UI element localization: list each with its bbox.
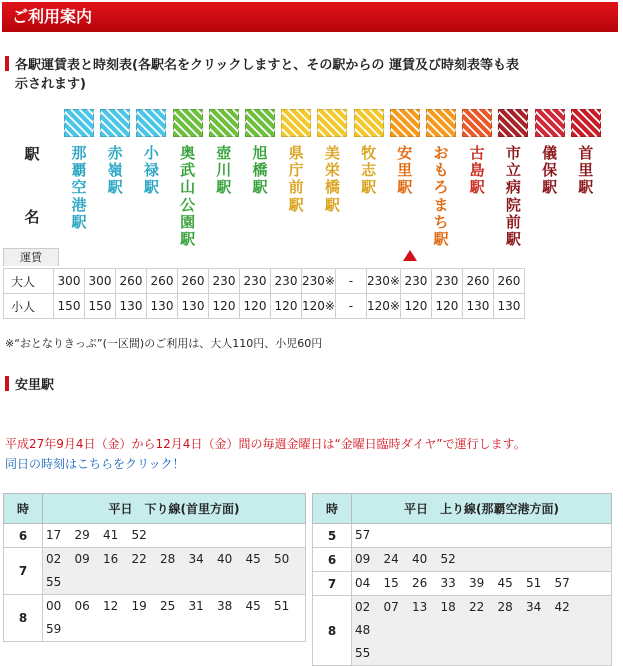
station-pattern-icon (245, 109, 275, 137)
departure-minute: 41 (103, 528, 119, 542)
departure-minute: 06 (74, 599, 90, 613)
fare-adult-value: 230 (271, 269, 302, 294)
fare-child-value: - (335, 294, 366, 319)
station-link[interactable] (535, 109, 565, 197)
fare-child-value: 130 (116, 294, 147, 319)
departure-minute: 22 (131, 552, 147, 566)
fare-adult-value: 230 (240, 269, 271, 294)
timetable-up (312, 493, 612, 666)
station-name: 首 里 駅 (578, 144, 594, 197)
departure-minute: 02 (46, 552, 62, 566)
departure-minute: 33 (440, 576, 456, 590)
station-name: 壺 川 駅 (216, 144, 232, 197)
fare-child-value: 130 (178, 294, 209, 319)
station-link[interactable] (173, 109, 203, 248)
station-pattern-icon (317, 109, 347, 137)
departure-minute: 26 (412, 576, 428, 590)
fare-table (3, 268, 525, 319)
station-name: 牧 志 駅 (361, 144, 377, 197)
departure-minute: 28 (160, 552, 176, 566)
station-pattern-icon (173, 109, 203, 137)
station-pattern-icon (498, 109, 528, 137)
station-name: 赤 嶺 駅 (107, 144, 123, 197)
fare-child-value: 120※ (302, 294, 336, 319)
fare-adult-value: 230 (209, 269, 240, 294)
station-name: 市 立 病 院 前 駅 (505, 144, 521, 249)
hour-cell: 6 (313, 548, 352, 572)
timetable-row (313, 596, 612, 666)
departure-minute: 12 (103, 599, 119, 613)
minutes-cell (352, 524, 612, 548)
fare-adult-value: 230※ (302, 269, 336, 294)
hour-header: 時 (313, 494, 352, 524)
departure-minute: 09 (74, 552, 90, 566)
departure-minute: 04 (355, 576, 371, 590)
section-marker (5, 56, 9, 71)
station-pattern-icon (136, 109, 166, 137)
minutes-cell (352, 572, 612, 596)
departure-minute: 40 (217, 552, 233, 566)
fare-adult-value: 230※ (366, 269, 400, 294)
station-pattern-icon (571, 109, 601, 137)
departure-minute: 02 (355, 600, 371, 614)
departure-minute: 45 (245, 599, 261, 613)
fare-adult-value: 260 (493, 269, 524, 294)
timetable-row (4, 548, 306, 595)
departure-minute: 29 (74, 528, 90, 542)
departure-minute: 59 (46, 622, 62, 636)
departure-minute: 52 (131, 528, 147, 542)
fare-child-value: 120 (209, 294, 240, 319)
departure-minute: 07 (383, 600, 399, 614)
page-header (2, 2, 618, 32)
station-name: 美 栄 橋 駅 (324, 144, 340, 214)
minutes-cell (352, 548, 612, 572)
departure-minute: 42 (554, 600, 570, 614)
station-name: 県 庁 前 駅 (288, 144, 304, 214)
fare-child-value: 150 (85, 294, 116, 319)
fare-adult-value: 230 (400, 269, 431, 294)
fare-label-adult: 大人 (4, 269, 54, 294)
departure-minute: 45 (497, 576, 513, 590)
station-pattern-icon (64, 109, 94, 137)
hour-cell: 5 (313, 524, 352, 548)
hour-cell: 6 (4, 524, 43, 548)
fare-row-child (4, 294, 525, 319)
fare-adult-value: 300 (54, 269, 85, 294)
departure-minute: 50 (274, 552, 290, 566)
current-station-marker (403, 250, 417, 261)
departure-minute: 28 (497, 600, 513, 614)
station-section-title (5, 376, 54, 395)
fare-adult-value: 260 (462, 269, 493, 294)
fare-child-value: 120 (400, 294, 431, 319)
section-marker (5, 376, 9, 391)
fare-tab: 運賃 (3, 248, 59, 266)
departure-minute: 24 (383, 552, 399, 566)
departure-minute: 48 (355, 623, 371, 637)
departure-minute: 57 (554, 576, 570, 590)
hour-header: 時 (4, 494, 43, 524)
station-title: 安里駅 (15, 378, 55, 393)
departure-minute: 09 (355, 552, 371, 566)
departure-minute: 31 (188, 599, 204, 613)
fare-child-value: 130 (493, 294, 524, 319)
station-pattern-icon (535, 109, 565, 137)
minutes-cell (43, 524, 306, 548)
fare-note: ※“おとなりきっぷ”(一区間)のご利用は、大人110円、小児60円 (5, 337, 323, 350)
station-name: 旭 橋 駅 (252, 144, 268, 197)
station-link[interactable] (354, 109, 384, 197)
departure-minute: 55 (46, 575, 62, 589)
special-schedule-link[interactable]: 同日の時刻はこちらをクリック！ (5, 457, 185, 471)
station-link[interactable] (317, 109, 347, 214)
timetable-down (3, 493, 306, 642)
fare-child-value: 130 (462, 294, 493, 319)
station-name: 那 覇 空 港 駅 (71, 144, 87, 231)
station-name: 古 島 駅 (469, 144, 485, 197)
station-pattern-icon (462, 109, 492, 137)
timetable-row (4, 595, 306, 642)
fares-section-title (5, 56, 615, 94)
station-link[interactable] (462, 109, 492, 197)
station-link[interactable] (498, 109, 528, 248)
departure-minute: 57 (355, 528, 371, 542)
departure-minute: 45 (245, 552, 261, 566)
station-link[interactable] (426, 109, 456, 248)
section-title-line1: 各駅運賃表と時刻表(各駅名をクリックしますと、その駅からの 運賃及び時刻表等も表 (15, 58, 519, 73)
fare-adult-value: 260 (178, 269, 209, 294)
departure-minute: 13 (412, 600, 428, 614)
station-link[interactable] (100, 109, 130, 197)
fare-child-value: 120 (240, 294, 271, 319)
timetable-row (313, 548, 612, 572)
schedule-notice (5, 434, 526, 474)
station-name: 儀 保 駅 (542, 144, 558, 197)
fare-child-value: 150 (54, 294, 85, 319)
fare-adult-value: 230 (431, 269, 462, 294)
station-pattern-icon (390, 109, 420, 137)
departure-minute: 00 (46, 599, 62, 613)
departure-minute: 17 (46, 528, 62, 542)
departure-minute: 39 (469, 576, 485, 590)
station-pattern-icon (354, 109, 384, 137)
station-link[interactable] (136, 109, 166, 197)
fare-adult-value: 300 (85, 269, 116, 294)
minutes-cell (352, 596, 612, 666)
station-pattern-icon (281, 109, 311, 137)
fare-adult-value: 260 (116, 269, 147, 294)
fare-adult-value: 260 (147, 269, 178, 294)
fare-label-child: 小人 (4, 294, 54, 319)
notice-text: 平成27年9月4日（金）から12月4日（金）間の毎週金曜日は“金曜日臨時ダイヤ”で運行します。 (5, 437, 526, 451)
departure-minute: 55 (355, 646, 371, 660)
hour-cell: 8 (313, 596, 352, 666)
hour-cell: 8 (4, 595, 43, 642)
departure-minute: 18 (440, 600, 456, 614)
station-name: 安 里 駅 (397, 144, 413, 197)
timetable-title: 平日 下り線(首里方面) (43, 494, 306, 524)
section-title-line2: 示されます) (15, 77, 86, 92)
station-pattern-icon (100, 109, 130, 137)
station-link[interactable] (281, 109, 311, 214)
departure-minute: 19 (131, 599, 147, 613)
timetable-row (313, 524, 612, 548)
station-name: お も ろ ま ち 駅 (433, 144, 449, 249)
hour-cell: 7 (4, 548, 43, 595)
row-label-eki: 駅 (24, 145, 40, 163)
station-link[interactable] (209, 109, 239, 197)
timetable-row (4, 524, 306, 548)
departure-minute: 38 (217, 599, 233, 613)
station-link[interactable] (571, 109, 601, 197)
row-label-mei: 名 (24, 208, 40, 226)
departure-minute: 16 (103, 552, 119, 566)
fare-child-value: 130 (147, 294, 178, 319)
station-link[interactable] (245, 109, 275, 197)
departure-minute: 15 (383, 576, 399, 590)
fare-child-value: 120 (431, 294, 462, 319)
departure-minute: 51 (526, 576, 542, 590)
hour-cell: 7 (313, 572, 352, 596)
departure-minute: 25 (160, 599, 176, 613)
departure-minute: 34 (526, 600, 542, 614)
fare-child-value: 120 (271, 294, 302, 319)
station-pattern-icon (209, 109, 239, 137)
fare-child-value: 120※ (366, 294, 400, 319)
departure-minute: 51 (274, 599, 290, 613)
departure-minute: 22 (469, 600, 485, 614)
page-title: ご利用案内 (12, 7, 93, 26)
departure-minute: 40 (412, 552, 428, 566)
station-pattern-icon (426, 109, 456, 137)
station-name: 奥 武 山 公 園 駅 (180, 144, 196, 249)
station-link[interactable] (64, 109, 94, 231)
fare-adult-value: - (335, 269, 366, 294)
station-name: 小 禄 駅 (143, 144, 159, 197)
timetable-row (313, 572, 612, 596)
timetable-title: 平日 上り線(那覇空港方面) (352, 494, 612, 524)
departure-minute: 34 (188, 552, 204, 566)
minutes-cell (43, 595, 306, 642)
minutes-cell (43, 548, 306, 595)
departure-minute: 52 (440, 552, 456, 566)
fare-row-adult (4, 269, 525, 294)
station-link[interactable] (390, 109, 420, 197)
